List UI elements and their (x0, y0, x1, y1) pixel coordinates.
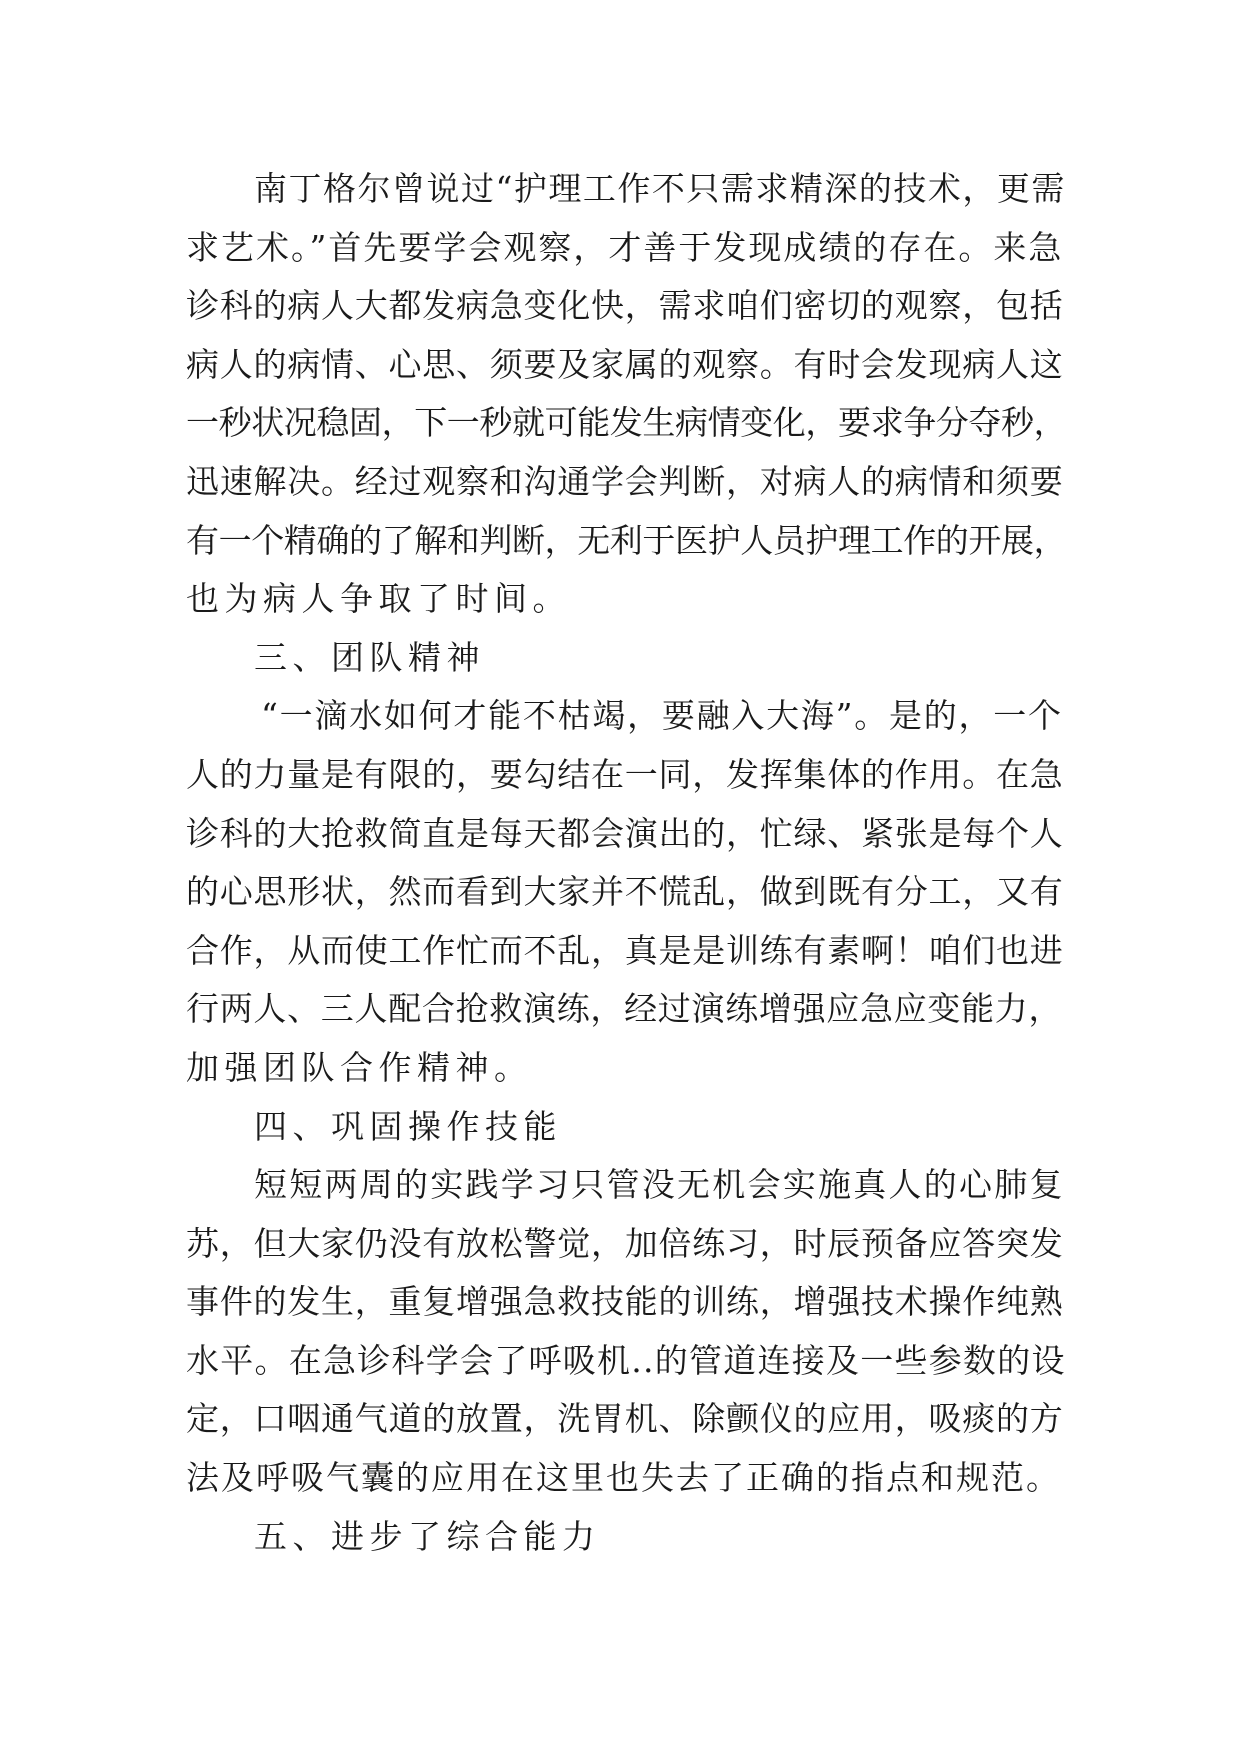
paragraph-line: 也为病人争取了时间。 (186, 579, 571, 619)
paragraph-line: 短短两周的实践学习只管没无机会实施真人的心肺复 (254, 1165, 1065, 1205)
paragraph-line: 一秒状况稳固，下一秒就可能发生病情变化，要求争分夺秒， (186, 403, 1067, 443)
paragraph-line: 诊科的大抢救简直是每天都会演出的，忙绿、紧张是每个人 (186, 813, 1064, 853)
paragraph-line: “一滴水如何才能不枯竭，要融入大海”。是的，一个 (261, 696, 1063, 736)
section-heading: 三、团队精神 (254, 637, 485, 677)
paragraph-line: 行两人、三人配合抢救演练，经过演练增强应急应变能力， (186, 989, 1063, 1029)
paragraph-line: 迅速解决。经过观察和沟通学会判断，对病人的病情和须要 (186, 461, 1064, 501)
paragraph-line: 病人的病情、心思、须要及家属的观察。有时会发现病人这 (186, 344, 1064, 384)
paragraph-line: 有一个精确的了解和判断，无利于医护人员护理工作的开展， (186, 520, 1067, 560)
paragraph-line: 水平。在急诊科学会了呼吸机..的管道连接及一些参数的设 (186, 1340, 1066, 1380)
paragraph-line: 的心思形状，然而看到大家并不慌乱，做到既有分工，又有 (186, 872, 1064, 912)
paragraph-line: 加强团队合作精神。 (186, 1047, 533, 1087)
paragraph-line: 南丁格尔曾说过“护理工作不只需求精深的技术，更需 (254, 169, 1066, 208)
section-heading: 五、进步了综合能力 (254, 1516, 601, 1556)
paragraph-line: 人的力量是有限的，要勾结在一同，发挥集体的作用。在急 (186, 754, 1064, 794)
paragraph-line: 诊科的病人大都发病急变化快，需求咱们密切的观察，包括 (186, 286, 1064, 326)
paragraph-line: 苏，但大家仍没有放松警觉，加倍练习，时辰预备应答突发 (186, 1223, 1064, 1263)
paragraph-line: 法及呼吸气囊的应用在这里也失去了正确的指点和规范。 (186, 1458, 1061, 1498)
paragraph-line: 事件的发生，重复增强急救技能的训练，增强技术操作纯熟 (186, 1282, 1064, 1322)
section-heading: 四、巩固操作技能 (254, 1106, 562, 1146)
body-text (186, 160, 1066, 1566)
paragraph-line: 求艺术。”首先要学会观察，才善于发现成绩的存在。来急 (186, 227, 1064, 267)
paragraph-line: 合作，从而使工作忙而不乱，真是是训练有素啊！咱们也进 (186, 930, 1064, 970)
paragraph-line: 定，口咽通气道的放置，洗胃机、除颤仪的应用，吸痰的方 (186, 1399, 1064, 1439)
